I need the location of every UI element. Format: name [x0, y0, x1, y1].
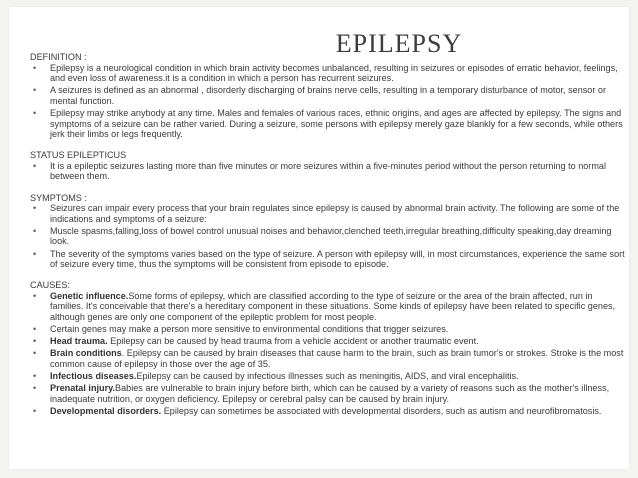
slide	[9, 7, 629, 469]
cause-term: Infectious diseases.	[50, 370, 137, 381]
cause-text: Epilepsy can sometimes be associated with developmental disorders, such as autism and neurofibromatosis.	[161, 405, 602, 416]
list-item	[30, 291, 628, 323]
list-item	[30, 336, 628, 347]
list-item	[30, 324, 628, 335]
definition-list	[30, 63, 628, 140]
symptoms-heading: SYMPTOMS :	[30, 192, 87, 203]
list-item: • A seizures is defined as an abnormal , disorderly discharging of brains nerve cells, resulting in a temporary disturbance of motor, sensor or mental function.	[30, 85, 628, 106]
list-item: • Muscle spasms,falling,loss of bowel control unusual noises and behavior,clenched teeth,irregular breathing,difficulty speaking,day dreaming look.	[30, 226, 628, 247]
slide-body	[30, 52, 628, 418]
list-item	[30, 371, 628, 382]
cause-text: Babies are vulnerable to brain injury before birth, which can be caused by a variety of reasons such as the mother's illness, inadequate nutrition, or oxygen deficiency. Epilepsy or cerebral palsy can be caused by brain injury.	[50, 383, 610, 404]
status-heading: STATUS EPILEPTICUS	[30, 150, 127, 161]
cause-text: Some forms of epilepsy, which are classified according to the type of seizure or the area of the brain affected, run in families. It's conceivable that there's a hereditary component in these situations. Some kinds of epilepsy have been related to specific genes, although genes are only one component of the epileptic problem for most people.	[50, 290, 616, 322]
list-item	[30, 406, 628, 417]
cause-term: Brain conditions	[50, 348, 122, 359]
cause-text: Certain genes may make a person more sensitive to environmental conditions that trigger seizures.	[50, 324, 449, 335]
list-item	[30, 348, 628, 369]
list-item: • It is a epileptic seizures lasting more than five minutes or more seizures within a five-minutes period without the person returning to normal between them.	[30, 161, 628, 182]
cause-term: Prenatal injury.	[50, 383, 116, 394]
cause-text: Epilepsy can be caused by infectious illnesses such as meningitis, AIDS, and viral encephalitis.	[136, 370, 519, 381]
list-item	[30, 383, 628, 404]
cause-text: . Epilepsy can be caused by brain diseases that cause harm to the brain, such as brain tumor's or strokes. Stroke is the most common cause of epilepsy in those over the age of 35.	[50, 348, 624, 369]
definition-heading: DEFINITION :	[30, 52, 87, 62]
causes-list	[30, 291, 628, 417]
slide-title: EPILEPSY	[335, 29, 463, 58]
causes-heading: CAUSES:	[30, 280, 70, 291]
list-item: • Epilepsy is a neurological condition in which brain activity becomes unbalanced, resulting in seizures or episodes of erratic behavior, feelings, and even loss of awareness.it is a condition in which a person has recurrent seizures.	[30, 63, 628, 84]
list-item: • Epilepsy may strike anybody at any time. Males and females of various races, ethnic origins, and ages are affected by epilepsy. The signs and symptoms of a seizure can be rather varied. During a seizure, some persons with epilepsy merely gaze blankly for a few seconds, while others jerk their limbs or legs frequently.	[30, 108, 628, 140]
cause-text: Epilepsy can be caused by head trauma from a vehicle accident or another traumatic event.	[107, 336, 479, 347]
list-item: • The severity of the symptoms varies based on the type of seizure. A person with epilepsy will, in most circumstances, experience the same sort of seizure every time, thus the symptoms will be consistent from episode to episode.	[30, 249, 628, 270]
cause-term: Genetic influence.	[50, 290, 129, 301]
list-item: • Seizures can impair every process that your brain regulates since epilepsy is caused by abnormal brain activity. The following are some of the indications and symptoms of a seizure:	[30, 203, 628, 224]
cause-term: Developmental disorders.	[50, 405, 162, 416]
cause-term: Head trauma.	[50, 336, 108, 347]
symptoms-list	[30, 203, 628, 270]
status-list	[30, 161, 628, 182]
